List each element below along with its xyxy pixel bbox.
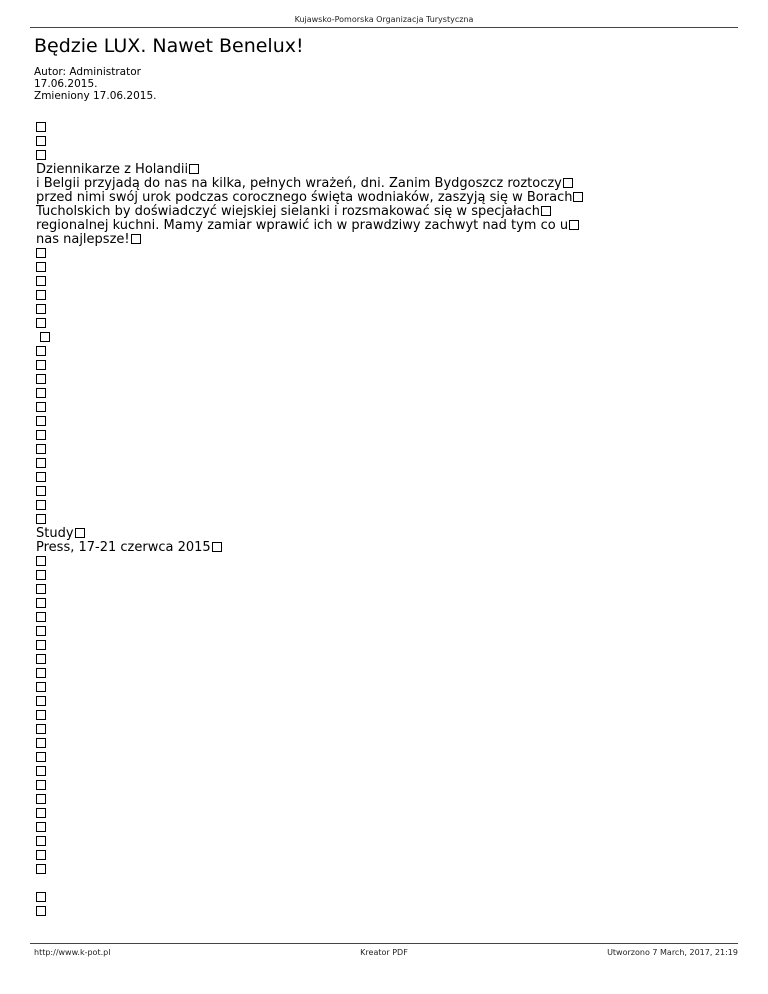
placeholder-line	[36, 723, 583, 737]
paragraph-line: Study	[36, 527, 583, 541]
placeholder-line	[36, 569, 583, 583]
paragraph-line: przed nimi swój urok podczas corocznego święta wodniaków, zaszyją się w Borach	[36, 191, 583, 205]
placeholder-line	[36, 457, 583, 471]
publish-date: 17.06.2015.	[34, 78, 98, 90]
paragraph-line: i Belgii przyjadą do nas na kilka, pełnych wrażeń, dni. Zanim Bydgoszcz roztoczy	[36, 177, 583, 191]
placeholder-line	[36, 443, 583, 457]
paragraph-line: regionalnej kuchni. Mamy zamiar wprawić ich w prawdziwy zachwyt nad tym co u	[36, 219, 583, 233]
missing-glyph-icon	[36, 808, 46, 818]
placeholder-line	[36, 905, 583, 919]
missing-glyph-icon	[36, 360, 46, 370]
missing-glyph-icon	[541, 206, 551, 216]
article-title: Będzie LUX. Nawet Benelux!	[34, 35, 304, 57]
header-divider	[30, 27, 738, 28]
placeholder-line	[36, 807, 583, 821]
placeholder-line	[36, 247, 583, 261]
missing-glyph-icon	[36, 584, 46, 594]
paragraph-line: Dziennikarze z Holandii	[36, 163, 583, 177]
placeholder-line	[36, 415, 583, 429]
missing-glyph-icon	[569, 220, 579, 230]
placeholder-line	[36, 513, 583, 527]
missing-glyph-icon	[36, 346, 46, 356]
placeholder-line	[36, 149, 583, 163]
placeholder-line	[36, 695, 583, 709]
placeholder-line	[36, 499, 583, 513]
placeholder-line	[36, 891, 583, 905]
placeholder-line	[36, 387, 583, 401]
missing-glyph-icon	[36, 752, 46, 762]
placeholder-line	[36, 261, 583, 275]
missing-glyph-icon	[36, 780, 46, 790]
footer-created: Utworzono 7 March, 2017, 21:19	[607, 948, 738, 957]
missing-glyph-icon	[36, 458, 46, 468]
missing-glyph-icon	[36, 696, 46, 706]
placeholder-line	[36, 737, 583, 751]
placeholder-line	[36, 821, 583, 835]
missing-glyph-icon	[36, 626, 46, 636]
missing-glyph-icon	[36, 794, 46, 804]
missing-glyph-icon	[36, 276, 46, 286]
footer-divider	[30, 943, 738, 944]
missing-glyph-icon	[36, 556, 46, 566]
missing-glyph-icon	[36, 486, 46, 496]
placeholder-line	[36, 135, 583, 149]
article-meta	[34, 66, 156, 102]
paragraph-line: nas najlepsze!	[36, 233, 583, 247]
placeholder-line	[36, 849, 583, 863]
placeholder-line	[36, 471, 583, 485]
missing-glyph-icon	[36, 318, 46, 328]
author-line: Autor: Administrator	[34, 66, 141, 78]
placeholder-line	[36, 359, 583, 373]
missing-glyph-icon	[36, 444, 46, 454]
missing-glyph-icon	[36, 136, 46, 146]
missing-glyph-icon	[36, 724, 46, 734]
missing-glyph-icon	[36, 864, 46, 874]
placeholder-line	[36, 373, 583, 387]
missing-glyph-icon	[36, 850, 46, 860]
missing-glyph-icon	[36, 668, 46, 678]
missing-glyph-icon	[189, 164, 199, 174]
missing-glyph-icon	[36, 402, 46, 412]
missing-glyph-icon	[131, 234, 141, 244]
placeholder-line	[36, 331, 583, 345]
missing-glyph-icon	[36, 430, 46, 440]
placeholder-line	[36, 401, 583, 415]
placeholder-line	[36, 765, 583, 779]
paragraph-line: Press, 17-21 czerwca 2015	[36, 541, 583, 555]
placeholder-line	[36, 835, 583, 849]
placeholder-line	[36, 555, 583, 569]
placeholder-line	[36, 793, 583, 807]
placeholder-line	[36, 681, 583, 695]
placeholder-line	[36, 345, 583, 359]
missing-glyph-icon	[573, 192, 583, 202]
placeholder-line	[36, 121, 583, 135]
placeholder-line	[36, 625, 583, 639]
footer-generator: Kreator PDF	[360, 948, 408, 957]
missing-glyph-icon	[75, 528, 85, 538]
placeholder-line	[36, 611, 583, 625]
missing-glyph-icon	[36, 122, 46, 132]
missing-glyph-icon	[36, 822, 46, 832]
placeholder-line	[36, 485, 583, 499]
placeholder-line	[36, 275, 583, 289]
missing-glyph-icon	[36, 388, 46, 398]
placeholder-line	[36, 289, 583, 303]
missing-glyph-icon	[36, 290, 46, 300]
missing-glyph-icon	[36, 374, 46, 384]
placeholder-line	[36, 863, 583, 877]
missing-glyph-icon	[36, 598, 46, 608]
missing-glyph-icon	[36, 906, 46, 916]
header-organization: Kujawsko-Pomorska Organizacja Turystyczna	[294, 15, 474, 24]
missing-glyph-icon	[212, 542, 222, 552]
footer-url[interactable]: http://www.k-pot.pl	[34, 948, 111, 957]
missing-glyph-icon	[36, 472, 46, 482]
missing-glyph-icon	[36, 570, 46, 580]
missing-glyph-icon	[36, 612, 46, 622]
missing-glyph-icon	[36, 738, 46, 748]
placeholder-line	[36, 429, 583, 443]
missing-glyph-icon	[36, 248, 46, 258]
missing-glyph-icon	[36, 682, 46, 692]
missing-glyph-icon	[36, 304, 46, 314]
placeholder-line	[36, 583, 583, 597]
missing-glyph-icon	[36, 640, 46, 650]
missing-glyph-icon	[36, 500, 46, 510]
placeholder-line	[36, 317, 583, 331]
missing-glyph-icon	[563, 178, 573, 188]
modified-date: Zmieniony 17.06.2015.	[34, 90, 157, 102]
placeholder-line	[36, 653, 583, 667]
article-body	[36, 121, 583, 919]
missing-glyph-icon	[36, 836, 46, 846]
missing-glyph-icon	[36, 766, 46, 776]
empty-line	[36, 877, 583, 891]
placeholder-line	[36, 751, 583, 765]
placeholder-line	[36, 779, 583, 793]
missing-glyph-icon	[36, 710, 46, 720]
missing-glyph-icon	[36, 150, 46, 160]
missing-glyph-icon	[36, 262, 46, 272]
placeholder-line	[36, 597, 583, 611]
placeholder-line	[36, 303, 583, 317]
missing-glyph-icon	[36, 892, 46, 902]
placeholder-line	[36, 709, 583, 723]
paragraph-line: Tucholskich by doświadczyć wiejskiej sielanki i rozsmakować się w specjałach	[36, 205, 583, 219]
missing-glyph-icon	[36, 416, 46, 426]
missing-glyph-icon	[36, 514, 46, 524]
placeholder-line	[36, 639, 583, 653]
missing-glyph-icon	[36, 654, 46, 664]
missing-glyph-icon	[40, 332, 50, 342]
placeholder-line	[36, 667, 583, 681]
